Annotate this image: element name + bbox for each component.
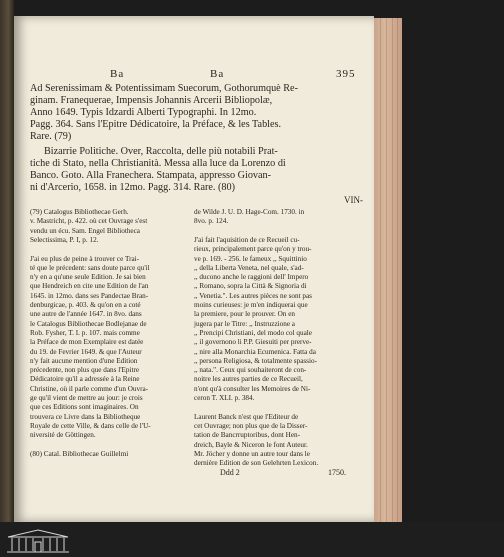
footnote-line: ve p. 169. - 256. le fameux ,, Squittinio — [194, 254, 307, 263]
footnote-line: (80) Catal. Bibliothecae Guillelmi — [30, 449, 129, 458]
footnote-line: trouvera ce Livre dans la Bibliotheque — [30, 412, 141, 421]
footnote-line: Selectissima, P. I, p. 12. — [30, 235, 99, 244]
footnote-line: le Catalogus Bibliothecae Bodlejanae de — [30, 319, 147, 328]
footnote-line: J'ai fait l'aquisition de ce Recueil cu- — [194, 235, 300, 244]
entry-80-line: Bizarrie Politiche. Over, Raccolta, delle più notabili Prat- — [44, 146, 278, 157]
footnote-line: ge qu'il vient de mettre au jour: je crois — [30, 394, 143, 402]
entry-80-line: Banco. Goto. Alla Franechera. Stampata, appresso Giovan- — [30, 170, 272, 181]
footnote-line: cet Ouvrage; non plus que de la Disser- — [194, 421, 308, 430]
footnote-line: J'ai eu plus de peine à trouver ce Trai- — [30, 254, 140, 263]
footnote-line: jugera par le Titre: ,, Instruzzione a — [194, 319, 295, 328]
entry-79-line: ginam. Franequerae, Impensis Johannis Arcerii Bibliopolæ, — [30, 95, 273, 106]
footnote-line: ,, Venetia.". Les autres pièces ne sont pas — [194, 291, 312, 300]
footnote-line: une autre de l'année 1647. in 8vo. dans — [30, 310, 142, 319]
library-building-icon — [4, 528, 72, 554]
footnote-line: Laurent Banck n'est que l'Editeur de — [194, 412, 299, 421]
entry-79-line: Anno 1649. Typis Idzardi Alberti Typographi. In 12mo. — [30, 107, 257, 118]
footnote-line: noitre les autres parties de ce Recueil, — [194, 375, 303, 384]
entry-80-line: ni d'Arcerio, 1658. in 12mo. Pagg. 314. Rare. (80) — [30, 182, 235, 193]
signature-mark: Ddd 2 — [220, 468, 240, 477]
footnote-line: rieux, principalement parce qu'on y trou- — [194, 245, 312, 254]
footnote-line: (79) Catalogus Bibliothecae Gerh. — [30, 208, 129, 216]
footnote-line: n'ont qu'à consulter les Memoires de Ni- — [194, 384, 311, 393]
footnote-line: ,, nata.". Ceux qui souhaiteront de con- — [194, 366, 307, 375]
footnote-line: ,, persona Religiosa, & totalmente spassio- — [194, 356, 317, 365]
left-page-edge — [0, 0, 14, 522]
book-page — [14, 16, 374, 522]
footnote-line: Mr. Jöcher y donne un autre tour dans le — [194, 449, 310, 458]
footnote-line: que ces Editions sont imaginaires. On — [30, 403, 139, 412]
footnote-line: denburgicae, p. 403. & qu'on en a coté — [30, 301, 141, 309]
footnote-line: de Wilde J. U. D. Hage-Com. 1730. in — [194, 208, 305, 216]
footnote-line: n'y en a qu'une seule Edition. Je sai bien — [30, 273, 146, 282]
page-number: 395 — [336, 68, 356, 80]
footnote-line: tation de Bancrruptoribus, dont Hen- — [194, 431, 300, 440]
footnote-line: ,, il governono li P.P. Giesuiti per prerve- — [194, 338, 312, 347]
running-head-left: Ba — [110, 68, 125, 80]
entry-79-line: Ad Serenissimam & Potentissimam Suecorum, Gothorumquè Re- — [30, 83, 298, 94]
footnote-line: Rob. Fysher, T. I. p. 107. mais comme — [30, 328, 140, 337]
footnote-line: niversité de Göttingen. — [30, 431, 96, 440]
footnote-line: la premiere, pour le prouver. On en — [194, 310, 295, 319]
entry-79-line: Pagg. 364. Sans l'Epitre Dédicatoire, la Préface, & les Tables. — [30, 119, 282, 130]
footnote-line: ,, Prencipi Christiani, del modo col quale — [194, 328, 312, 337]
footnote-line: la Préface de mon Exemplaire est datée — [30, 338, 144, 347]
footnote-line: du 19. de Fevrier 1649. & que l'Auteur — [30, 347, 142, 356]
entry-80-line: tiche di Stato, nella Christianità. Messa alla luce da Lorenzo di — [30, 158, 286, 169]
footnote-line: ,, Romano, sopra la Città & Signoria di — [194, 282, 307, 291]
footnote-line: dreich, Bayle & Niceron le font Auteur. — [194, 440, 308, 449]
footnote-line: n'y fait aucune mention d'une Edition — [30, 356, 138, 365]
footnote-line: 1645. in 12mo. dans ses Pandectae Bran- — [30, 291, 149, 300]
footnote-line: Dédicatoire qu'il a adressée à la Reine — [30, 375, 140, 384]
footnote-line: moins curieuses: je m'en indiquerai que — [194, 301, 308, 309]
footnote-line: té que le précedent: sans doute parce qu'il — [30, 263, 150, 272]
footnote-line: précedente, non plus que dans l'Epitre — [30, 366, 140, 375]
footnote-line: ,, ducono anche le raggioni dell' Impero — [194, 273, 309, 282]
running-head-center: Ba — [210, 68, 225, 80]
viewer-bottom-bar — [0, 522, 504, 557]
page-block-edge — [374, 18, 402, 522]
footnote-line: ,, nire alla Monarchia Ecumenica. Fatta da — [194, 347, 316, 356]
footnote-line: 8vo. p. 124. — [194, 217, 229, 226]
footnote-line: v. Mastricht, p. 422. où cet Ouvrage s'est — [30, 217, 148, 226]
footnote-line: vendu un écu. Sam. Engel Bibliotheca — [30, 226, 140, 235]
footnote-line: que Hendreich en cite une Edition de l'an — [30, 282, 149, 291]
entry-79-line: Rare. (79) — [30, 131, 72, 142]
footnote-line: ,, della Liberta Veneta, nel quale, s'ad- — [194, 263, 304, 272]
footnote-line: ceron T. XLI. p. 384. — [194, 394, 255, 402]
footnote-line: Christine, où il parle comme d'un Ouvra- — [30, 384, 149, 393]
catchword-top: VIN- — [344, 195, 363, 205]
footer-catchword: 1750. — [328, 468, 346, 477]
footnote-line: Royale de cette Ville, & dans celle de l'U- — [30, 421, 151, 430]
footnote-line: dernière Edition de son Gelehrten Lexicon. — [194, 459, 319, 468]
